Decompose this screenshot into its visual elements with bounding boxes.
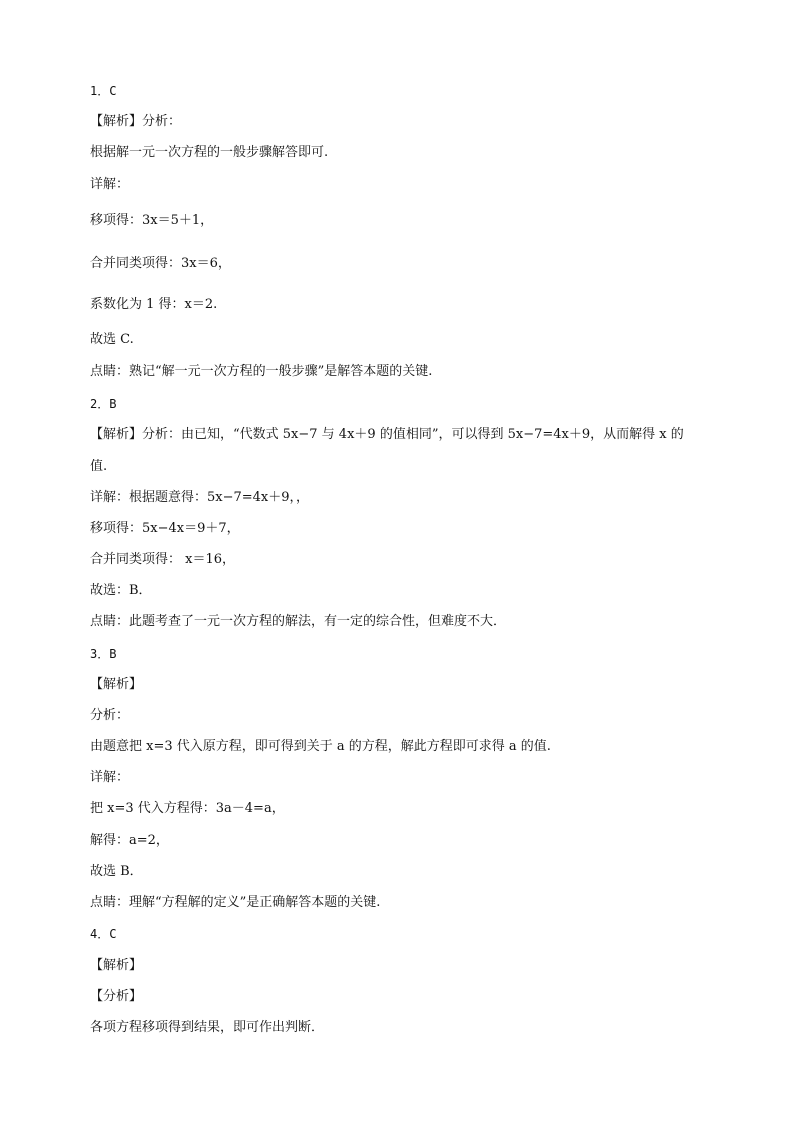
- answer-1-analysis-text: 根据解一元一次方程的一般步骤解答即可.: [90, 145, 329, 160]
- answer-2-analysis: 【解析】分析：由已知，“代数式 5x−7 与 4x＋9 的值相同”，可以得到 5x−7=4x＋9，从而解得 x 的: [90, 427, 684, 442]
- answer-3-step-substitute: 把 x=3 代入方程得：3a－4=a，: [90, 801, 285, 816]
- answer-3-analysis-text: 由题意把 x=3 代入原方程，即可得到关于 a 的方程，解此方程即可求得 a 的值.: [90, 739, 551, 754]
- answer-2-detail: 详解：根据题意得：5x−7=4x＋9，，: [90, 490, 310, 505]
- answer-1-detail-label: 详解：: [90, 177, 130, 192]
- answer-1-heading: 1．C: [90, 84, 117, 98]
- answer-1-analysis-label: 【解析】分析：: [90, 114, 182, 129]
- answer-4-analysis-label: 【解析】: [90, 958, 143, 973]
- answer-2-choice: 故选：B．: [90, 583, 152, 598]
- answer-4-fenxi-label: 【分析】: [90, 989, 143, 1004]
- answer-1-step-transpose: 移项得：3x＝5＋1，: [90, 213, 214, 228]
- answer-3-choice: 故选 B．: [90, 864, 143, 879]
- answer-1-step-coefficient: 系数化为 1 得：x＝2.: [90, 297, 218, 312]
- answer-1-comment: 点睛：熟记“解一元一次方程的一般步骤”是解答本题的关键.: [90, 364, 433, 379]
- answer-2-analysis-cont: 值.: [90, 459, 108, 474]
- answer-1-choice: 故选 C.: [90, 332, 134, 347]
- answer-4-analysis-text: 各项方程移项得到结果，即可作出判断．: [90, 1020, 325, 1035]
- answer-4-heading: 4．C: [90, 927, 117, 941]
- answer-3-comment: 点睛：理解“方程解的定义”是正确解答本题的关键.: [90, 895, 381, 910]
- answer-2-step-combine: 合并同类项得： x＝16，: [90, 552, 236, 567]
- answer-3-analysis-label: 【解析】: [90, 677, 143, 692]
- answer-1-step-combine: 合并同类项得：3x＝6，: [90, 256, 231, 271]
- answer-3-heading: 3．B: [90, 647, 117, 661]
- answer-2-comment: 点睛：此题考查了一元一次方程的解法，有一定的综合性，但难度不大．: [90, 614, 507, 629]
- answer-2-heading: 2．B: [90, 397, 117, 411]
- answer-3-fenxi-label: 分析：: [90, 708, 130, 723]
- answer-2-step-transpose: 移项得：5x−4x＝9＋7，: [90, 521, 240, 536]
- answer-3-step-solve: 解得：a=2，: [90, 833, 169, 848]
- answer-3-detail-label: 详解：: [90, 770, 130, 785]
